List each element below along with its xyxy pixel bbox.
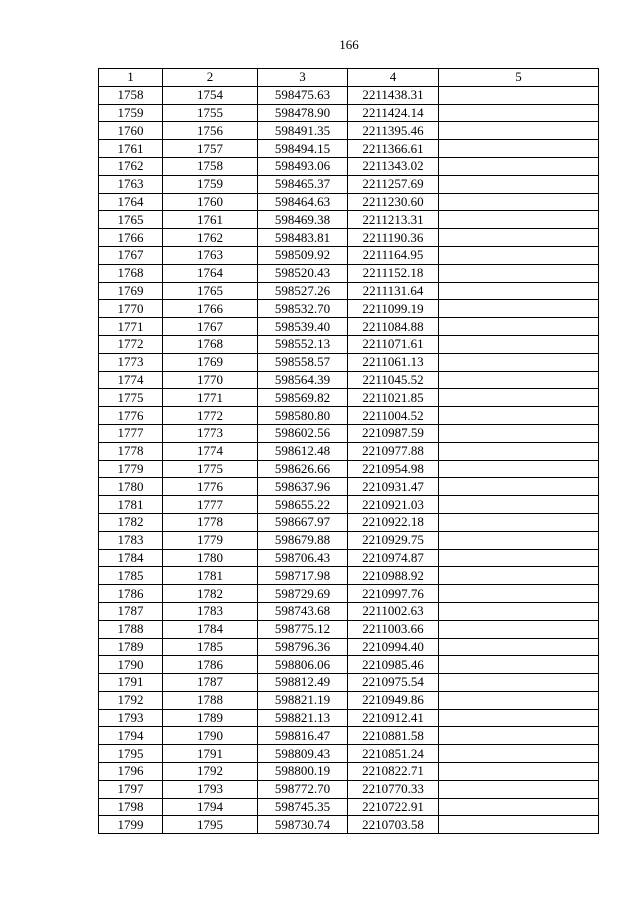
note-cell [439,478,599,496]
point-number-cell: 1766 [163,300,258,318]
table-row [99,656,599,674]
x-coordinate-cell: 598796.36 [258,638,348,656]
x-coordinate-cell: 598717.98 [258,567,348,585]
row-number-cell: 1776 [99,407,163,425]
note-cell [439,175,599,193]
note-cell [439,816,599,834]
row-number-cell: 1793 [99,709,163,727]
note-cell [439,229,599,247]
note-cell [439,371,599,389]
x-coordinate-cell: 598816.47 [258,727,348,745]
x-coordinate-cell: 598745.35 [258,798,348,816]
column-header-5: 5 [439,69,599,87]
point-number-cell: 1791 [163,745,258,763]
y-coordinate-cell: 2211099.19 [348,300,439,318]
table-row [99,460,599,478]
y-coordinate-cell: 2210977.88 [348,442,439,460]
y-coordinate-cell: 2211152.18 [348,264,439,282]
point-number-cell: 1789 [163,709,258,727]
y-coordinate-cell: 2210994.40 [348,638,439,656]
row-number-cell: 1775 [99,389,163,407]
row-number-cell: 1792 [99,691,163,709]
y-coordinate-cell: 2210722.91 [348,798,439,816]
x-coordinate-cell: 598569.82 [258,389,348,407]
table-row [99,86,599,104]
x-coordinate-cell: 598465.37 [258,175,348,193]
row-number-cell: 1774 [99,371,163,389]
table-row [99,638,599,656]
point-number-cell: 1756 [163,122,258,140]
row-number-cell: 1761 [99,140,163,158]
table-header-row [99,69,599,87]
row-number-cell: 1758 [99,86,163,104]
x-coordinate-cell: 598493.06 [258,157,348,175]
column-header-4: 4 [348,69,439,87]
y-coordinate-cell: 2210949.86 [348,691,439,709]
x-coordinate-cell: 598483.81 [258,229,348,247]
table-row [99,282,599,300]
point-number-cell: 1757 [163,140,258,158]
point-number-cell: 1767 [163,318,258,336]
note-cell [439,798,599,816]
table-row [99,620,599,638]
x-coordinate-cell: 598612.48 [258,442,348,460]
table-row [99,496,599,514]
point-number-cell: 1758 [163,157,258,175]
row-number-cell: 1798 [99,798,163,816]
y-coordinate-cell: 2210921.03 [348,496,439,514]
point-number-cell: 1780 [163,549,258,567]
column-header-2: 2 [163,69,258,87]
note-cell [439,424,599,442]
y-coordinate-cell: 2211190.36 [348,229,439,247]
x-coordinate-cell: 598706.43 [258,549,348,567]
point-number-cell: 1784 [163,620,258,638]
point-number-cell: 1786 [163,656,258,674]
row-number-cell: 1765 [99,211,163,229]
row-number-cell: 1764 [99,193,163,211]
table-row [99,674,599,692]
y-coordinate-cell: 2210703.58 [348,816,439,834]
note-cell [439,282,599,300]
y-coordinate-cell: 2211003.66 [348,620,439,638]
row-number-cell: 1799 [99,816,163,834]
y-coordinate-cell: 2211424.14 [348,104,439,122]
point-number-cell: 1795 [163,816,258,834]
table-row [99,407,599,425]
y-coordinate-cell: 2211045.52 [348,371,439,389]
x-coordinate-cell: 598494.15 [258,140,348,158]
point-number-cell: 1759 [163,175,258,193]
note-cell [439,335,599,353]
note-cell [439,442,599,460]
note-cell [439,407,599,425]
x-coordinate-cell: 598637.96 [258,478,348,496]
y-coordinate-cell: 2210881.58 [348,727,439,745]
table-row [99,549,599,567]
table-row [99,246,599,264]
y-coordinate-cell: 2210922.18 [348,513,439,531]
y-coordinate-cell: 2211366.61 [348,140,439,158]
y-coordinate-cell: 2211213.31 [348,211,439,229]
note-cell [439,513,599,531]
note-cell [439,549,599,567]
row-number-cell: 1794 [99,727,163,745]
column-header-1: 1 [99,69,163,87]
x-coordinate-cell: 598775.12 [258,620,348,638]
point-number-cell: 1765 [163,282,258,300]
note-cell [439,638,599,656]
row-number-cell: 1766 [99,229,163,247]
page-number: 166 [339,37,359,52]
row-number-cell: 1771 [99,318,163,336]
point-number-cell: 1773 [163,424,258,442]
row-number-cell: 1767 [99,246,163,264]
note-cell [439,157,599,175]
table-row [99,175,599,193]
x-coordinate-cell: 598552.13 [258,335,348,353]
row-number-cell: 1772 [99,335,163,353]
y-coordinate-cell: 2211230.60 [348,193,439,211]
x-coordinate-cell: 598464.63 [258,193,348,211]
x-coordinate-cell: 598491.35 [258,122,348,140]
note-cell [439,86,599,104]
y-coordinate-cell: 2210929.75 [348,531,439,549]
note-cell [439,763,599,781]
y-coordinate-cell: 2210954.98 [348,460,439,478]
table-row [99,816,599,834]
row-number-cell: 1780 [99,478,163,496]
point-number-cell: 1754 [163,86,258,104]
table-row [99,264,599,282]
x-coordinate-cell: 598539.40 [258,318,348,336]
table-row [99,193,599,211]
y-coordinate-cell: 2210997.76 [348,585,439,603]
point-number-cell: 1761 [163,211,258,229]
point-number-cell: 1770 [163,371,258,389]
note-cell [439,602,599,620]
table-row [99,318,599,336]
table-row [99,211,599,229]
y-coordinate-cell: 2211084.88 [348,318,439,336]
point-number-cell: 1772 [163,407,258,425]
row-number-cell: 1791 [99,674,163,692]
x-coordinate-cell: 598743.68 [258,602,348,620]
table-row [99,709,599,727]
note-cell [439,674,599,692]
point-number-cell: 1763 [163,246,258,264]
point-number-cell: 1779 [163,531,258,549]
point-number-cell: 1777 [163,496,258,514]
row-number-cell: 1795 [99,745,163,763]
row-number-cell: 1797 [99,780,163,798]
x-coordinate-cell: 598626.66 [258,460,348,478]
row-number-cell: 1784 [99,549,163,567]
point-number-cell: 1794 [163,798,258,816]
x-coordinate-cell: 598580.80 [258,407,348,425]
table-row [99,531,599,549]
point-number-cell: 1755 [163,104,258,122]
note-cell [439,691,599,709]
table-row [99,122,599,140]
point-number-cell: 1764 [163,264,258,282]
table-row [99,585,599,603]
note-cell [439,389,599,407]
row-number-cell: 1796 [99,763,163,781]
table-row [99,353,599,371]
x-coordinate-cell: 598772.70 [258,780,348,798]
y-coordinate-cell: 2210974.87 [348,549,439,567]
y-coordinate-cell: 2211021.85 [348,389,439,407]
table-row [99,104,599,122]
point-number-cell: 1760 [163,193,258,211]
y-coordinate-cell: 2210975.54 [348,674,439,692]
row-number-cell: 1789 [99,638,163,656]
row-number-cell: 1781 [99,496,163,514]
y-coordinate-cell: 2211061.13 [348,353,439,371]
table-row [99,300,599,318]
note-cell [439,318,599,336]
point-number-cell: 1774 [163,442,258,460]
table-row [99,140,599,158]
table-row [99,229,599,247]
note-cell [439,745,599,763]
table-row [99,335,599,353]
row-number-cell: 1762 [99,157,163,175]
row-number-cell: 1777 [99,424,163,442]
x-coordinate-cell: 598821.13 [258,709,348,727]
point-number-cell: 1778 [163,513,258,531]
note-cell [439,211,599,229]
row-number-cell: 1783 [99,531,163,549]
row-number-cell: 1768 [99,264,163,282]
y-coordinate-cell: 2210770.33 [348,780,439,798]
table-row [99,371,599,389]
table-body [99,86,599,833]
row-number-cell: 1763 [99,175,163,193]
row-number-cell: 1787 [99,602,163,620]
x-coordinate-cell: 598800.19 [258,763,348,781]
table-row [99,513,599,531]
x-coordinate-cell: 598520.43 [258,264,348,282]
row-number-cell: 1760 [99,122,163,140]
table-row [99,424,599,442]
x-coordinate-cell: 598564.39 [258,371,348,389]
point-number-cell: 1792 [163,763,258,781]
table-row [99,763,599,781]
row-number-cell: 1785 [99,567,163,585]
table-row [99,780,599,798]
x-coordinate-cell: 598469.38 [258,211,348,229]
x-coordinate-cell: 598527.26 [258,282,348,300]
row-number-cell: 1790 [99,656,163,674]
y-coordinate-cell: 2211002.63 [348,602,439,620]
x-coordinate-cell: 598475.63 [258,86,348,104]
x-coordinate-cell: 598532.70 [258,300,348,318]
y-coordinate-cell: 2210987.59 [348,424,439,442]
row-number-cell: 1778 [99,442,163,460]
note-cell [439,300,599,318]
point-number-cell: 1775 [163,460,258,478]
note-cell [439,585,599,603]
table-row [99,798,599,816]
note-cell [439,727,599,745]
row-number-cell: 1770 [99,300,163,318]
row-number-cell: 1759 [99,104,163,122]
note-cell [439,140,599,158]
x-coordinate-cell: 598655.22 [258,496,348,514]
point-number-cell: 1782 [163,585,258,603]
x-coordinate-cell: 598809.43 [258,745,348,763]
point-number-cell: 1781 [163,567,258,585]
row-number-cell: 1782 [99,513,163,531]
point-number-cell: 1771 [163,389,258,407]
y-coordinate-cell: 2211438.31 [348,86,439,104]
note-cell [439,193,599,211]
y-coordinate-cell: 2211257.69 [348,175,439,193]
x-coordinate-cell: 598602.56 [258,424,348,442]
note-cell [439,353,599,371]
column-header-3: 3 [258,69,348,87]
table-row [99,691,599,709]
point-number-cell: 1785 [163,638,258,656]
table-row [99,157,599,175]
x-coordinate-cell: 598806.06 [258,656,348,674]
y-coordinate-cell: 2211343.02 [348,157,439,175]
point-number-cell: 1776 [163,478,258,496]
y-coordinate-cell: 2211071.61 [348,335,439,353]
y-coordinate-cell: 2210822.71 [348,763,439,781]
table-row [99,745,599,763]
y-coordinate-cell: 2210988.92 [348,567,439,585]
note-cell [439,620,599,638]
table-row [99,602,599,620]
point-number-cell: 1787 [163,674,258,692]
y-coordinate-cell: 2211164.95 [348,246,439,264]
table-row [99,442,599,460]
row-number-cell: 1786 [99,585,163,603]
y-coordinate-cell: 2211131.64 [348,282,439,300]
x-coordinate-cell: 598812.49 [258,674,348,692]
x-coordinate-cell: 598509.92 [258,246,348,264]
x-coordinate-cell: 598558.57 [258,353,348,371]
x-coordinate-cell: 598478.90 [258,104,348,122]
x-coordinate-cell: 598729.69 [258,585,348,603]
y-coordinate-cell: 2210851.24 [348,745,439,763]
note-cell [439,496,599,514]
row-number-cell: 1779 [99,460,163,478]
note-cell [439,122,599,140]
point-number-cell: 1788 [163,691,258,709]
x-coordinate-cell: 598667.97 [258,513,348,531]
coordinates-table [98,68,599,834]
y-coordinate-cell: 2210985.46 [348,656,439,674]
x-coordinate-cell: 598679.88 [258,531,348,549]
x-coordinate-cell: 598821.19 [258,691,348,709]
point-number-cell: 1793 [163,780,258,798]
note-cell [439,104,599,122]
row-number-cell: 1773 [99,353,163,371]
point-number-cell: 1768 [163,335,258,353]
note-cell [439,780,599,798]
y-coordinate-cell: 2210931.47 [348,478,439,496]
note-cell [439,709,599,727]
note-cell [439,567,599,585]
point-number-cell: 1783 [163,602,258,620]
point-number-cell: 1790 [163,727,258,745]
y-coordinate-cell: 2211004.52 [348,407,439,425]
point-number-cell: 1769 [163,353,258,371]
note-cell [439,656,599,674]
table-row [99,727,599,745]
x-coordinate-cell: 598730.74 [258,816,348,834]
y-coordinate-cell: 2210912.41 [348,709,439,727]
y-coordinate-cell: 2211395.46 [348,122,439,140]
note-cell [439,531,599,549]
table-row [99,567,599,585]
note-cell [439,246,599,264]
table-row [99,478,599,496]
row-number-cell: 1788 [99,620,163,638]
note-cell [439,264,599,282]
point-number-cell: 1762 [163,229,258,247]
note-cell [439,460,599,478]
table-row [99,389,599,407]
row-number-cell: 1769 [99,282,163,300]
